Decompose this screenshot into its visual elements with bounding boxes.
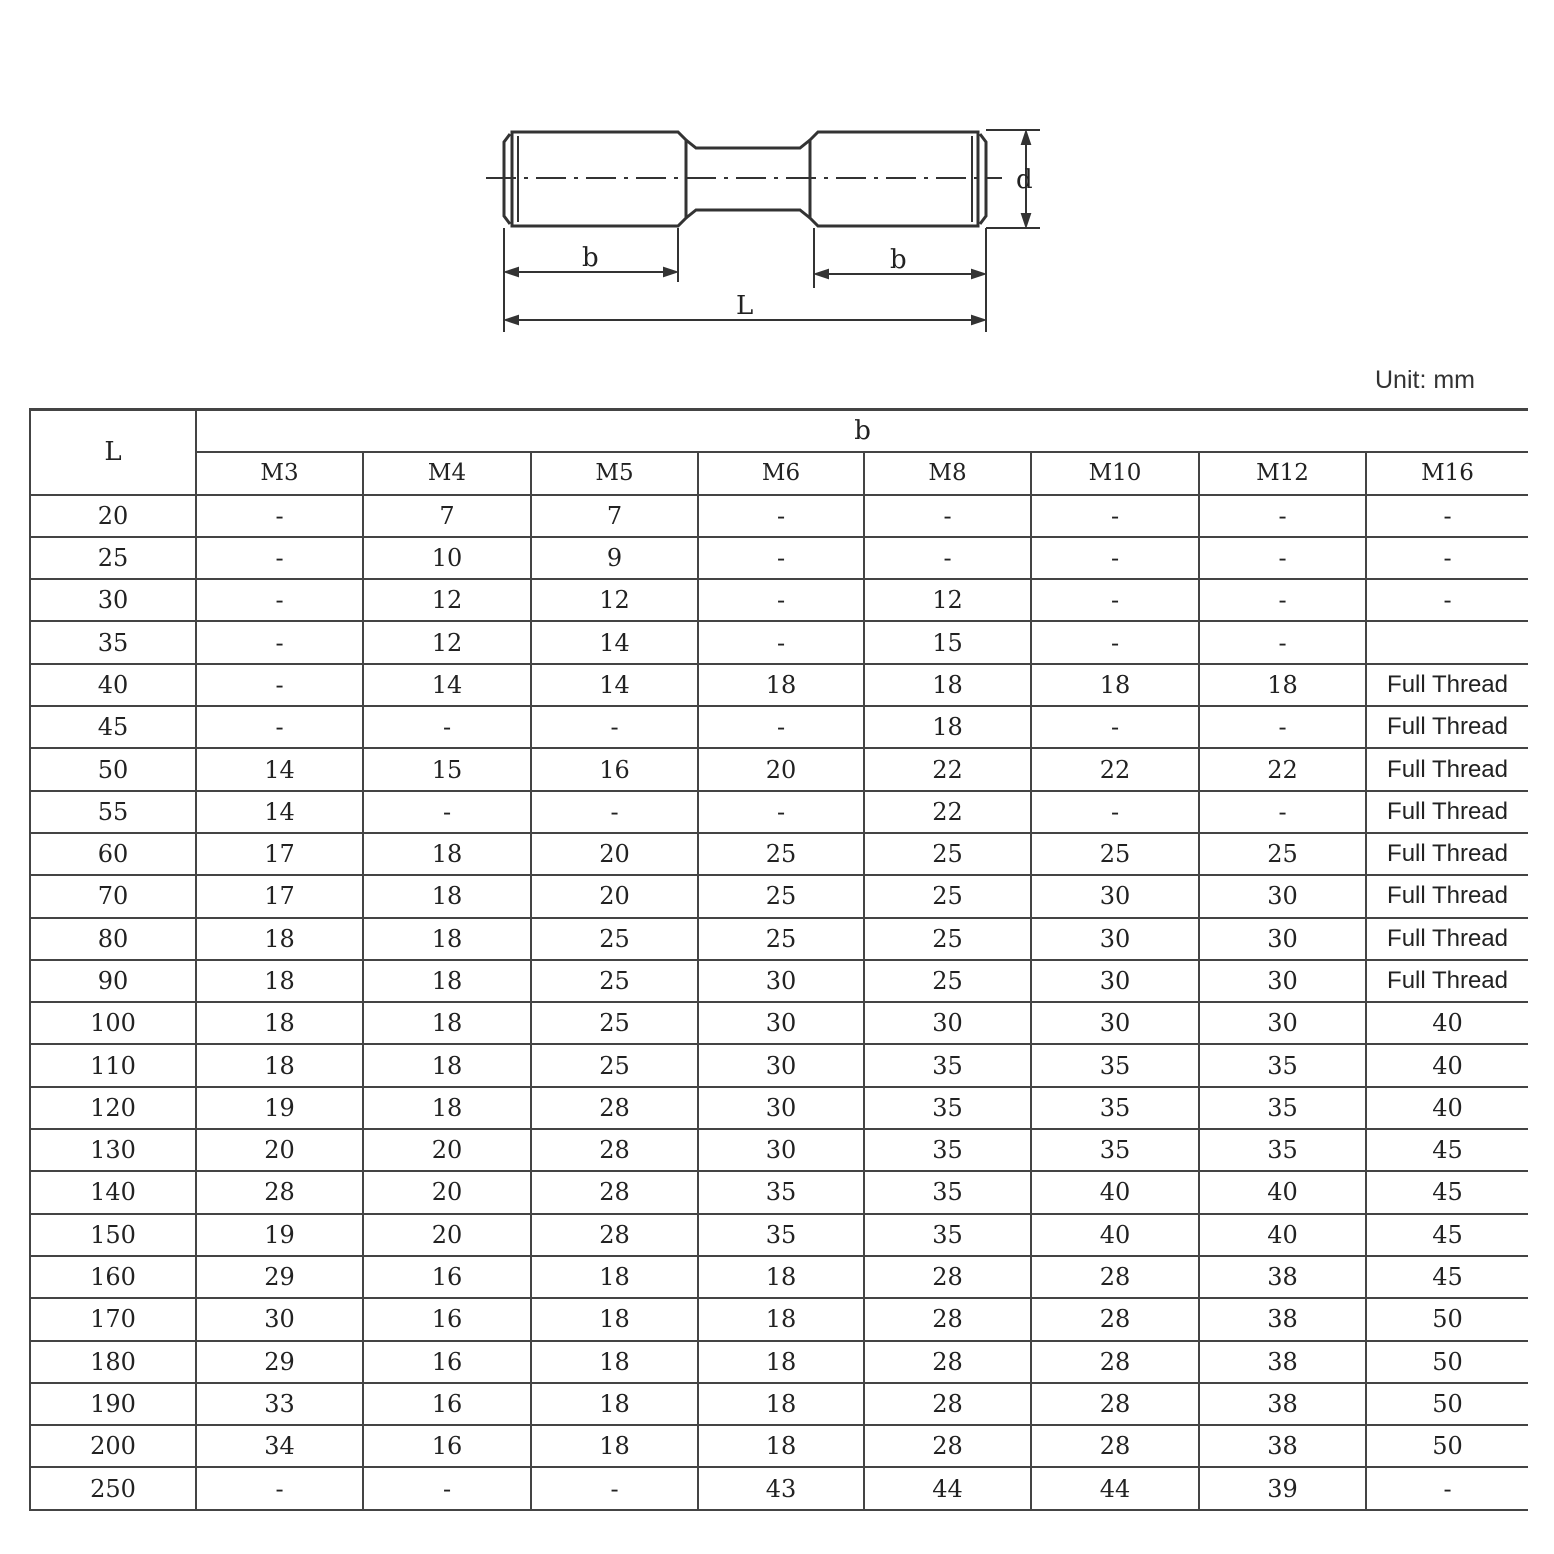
cell-b-m8: 15 bbox=[864, 621, 1031, 663]
cell-b-m12: - bbox=[1199, 706, 1366, 748]
cell-b-m12: - bbox=[1199, 621, 1366, 663]
cell-b-m16: Full Thread bbox=[1366, 833, 1528, 875]
cell-b-m3: 14 bbox=[196, 748, 363, 790]
cell-b-m5: 18 bbox=[531, 1256, 698, 1298]
cell-b-m12: 25 bbox=[1199, 833, 1366, 875]
cell-b-m12: 35 bbox=[1199, 1129, 1366, 1171]
cell-length: 45 bbox=[30, 706, 196, 748]
cell-b-m6: 35 bbox=[698, 1214, 864, 1256]
cell-b-m16: 50 bbox=[1366, 1341, 1528, 1383]
cell-b-m6: 18 bbox=[698, 1383, 864, 1425]
cell-b-m8: 28 bbox=[864, 1383, 1031, 1425]
cell-b-m4: 15 bbox=[363, 748, 531, 790]
header-size-m10: M10 bbox=[1031, 452, 1199, 494]
cell-b-m4: - bbox=[363, 706, 531, 748]
cell-b-m4: - bbox=[363, 791, 531, 833]
cell-b-m8: 22 bbox=[864, 748, 1031, 790]
cell-b-m8: 12 bbox=[864, 579, 1031, 621]
cell-b-m12: 30 bbox=[1199, 960, 1366, 1002]
cell-b-m4: 18 bbox=[363, 1044, 531, 1086]
cell-b-m16: 45 bbox=[1366, 1214, 1528, 1256]
cell-b-m12: 40 bbox=[1199, 1214, 1366, 1256]
cell-b-m16: Full Thread bbox=[1366, 664, 1528, 706]
cell-b-m3: 17 bbox=[196, 875, 363, 917]
cell-b-m16: 50 bbox=[1366, 1425, 1528, 1467]
cell-b-m6: 30 bbox=[698, 1129, 864, 1171]
cell-b-m4: 18 bbox=[363, 960, 531, 1002]
cell-length: 250 bbox=[30, 1467, 196, 1509]
cell-b-m10: - bbox=[1031, 579, 1199, 621]
cell-b-m5: 28 bbox=[531, 1087, 698, 1129]
cell-b-m16: - bbox=[1366, 495, 1528, 537]
cell-b-m10: 18 bbox=[1031, 664, 1199, 706]
cell-b-m6: 25 bbox=[698, 833, 864, 875]
cell-b-m4: 20 bbox=[363, 1171, 531, 1213]
table-row bbox=[30, 1171, 1528, 1213]
cell-b-m10: - bbox=[1031, 495, 1199, 537]
cell-length: 200 bbox=[30, 1425, 196, 1467]
cell-b-m16: 40 bbox=[1366, 1002, 1528, 1044]
cell-length: 130 bbox=[30, 1129, 196, 1171]
table-row bbox=[30, 1087, 1528, 1129]
cell-b-m4: 18 bbox=[363, 1087, 531, 1129]
cell-b-m16 bbox=[1366, 621, 1528, 663]
cell-b-m5: 28 bbox=[531, 1214, 698, 1256]
cell-b-m16: - bbox=[1366, 537, 1528, 579]
cell-length: 180 bbox=[30, 1341, 196, 1383]
cell-b-m5: 18 bbox=[531, 1383, 698, 1425]
cell-b-m12: - bbox=[1199, 791, 1366, 833]
cell-b-m12: 38 bbox=[1199, 1256, 1366, 1298]
table-row bbox=[30, 1044, 1528, 1086]
cell-b-m12: 38 bbox=[1199, 1298, 1366, 1340]
table-row bbox=[30, 495, 1528, 537]
label-b-right: b bbox=[890, 245, 907, 275]
table-row bbox=[30, 621, 1528, 663]
cell-b-m16: 40 bbox=[1366, 1087, 1528, 1129]
cell-b-m6: 35 bbox=[698, 1171, 864, 1213]
cell-b-m3: 18 bbox=[196, 918, 363, 960]
cell-b-m4: 16 bbox=[363, 1298, 531, 1340]
cell-length: 60 bbox=[30, 833, 196, 875]
cell-b-m5: 18 bbox=[531, 1425, 698, 1467]
table-row bbox=[30, 918, 1528, 960]
cell-b-m12: 38 bbox=[1199, 1383, 1366, 1425]
cell-b-m4: 16 bbox=[363, 1341, 531, 1383]
cell-b-m5: - bbox=[531, 706, 698, 748]
table-row bbox=[30, 706, 1528, 748]
cell-b-m12: - bbox=[1199, 579, 1366, 621]
cell-b-m3: 19 bbox=[196, 1214, 363, 1256]
cell-b-m10: 30 bbox=[1031, 875, 1199, 917]
cell-b-m10: 22 bbox=[1031, 748, 1199, 790]
cell-b-m8: - bbox=[864, 495, 1031, 537]
cell-b-m12: 40 bbox=[1199, 1171, 1366, 1213]
cell-b-m4: 20 bbox=[363, 1214, 531, 1256]
cell-b-m16: Full Thread bbox=[1366, 918, 1528, 960]
cell-b-m10: - bbox=[1031, 621, 1199, 663]
cell-length: 55 bbox=[30, 791, 196, 833]
cell-b-m6: 30 bbox=[698, 960, 864, 1002]
cell-b-m8: 35 bbox=[864, 1044, 1031, 1086]
cell-b-m8: 28 bbox=[864, 1298, 1031, 1340]
cell-b-m8: 35 bbox=[864, 1087, 1031, 1129]
cell-b-m4: 18 bbox=[363, 875, 531, 917]
cell-b-m10: 28 bbox=[1031, 1383, 1199, 1425]
cell-b-m10: 28 bbox=[1031, 1341, 1199, 1383]
cell-length: 170 bbox=[30, 1298, 196, 1340]
header-b: b bbox=[196, 410, 1528, 453]
cell-b-m3: 14 bbox=[196, 791, 363, 833]
cell-b-m6: 25 bbox=[698, 875, 864, 917]
header-size-m4: M4 bbox=[363, 452, 531, 494]
cell-b-m4: 18 bbox=[363, 833, 531, 875]
cell-length: 110 bbox=[30, 1044, 196, 1086]
table-row bbox=[30, 579, 1528, 621]
cell-b-m3: - bbox=[196, 495, 363, 537]
cell-length: 40 bbox=[30, 664, 196, 706]
header-size-m5: M5 bbox=[531, 452, 698, 494]
cell-b-m10: 35 bbox=[1031, 1044, 1199, 1086]
cell-b-m16: Full Thread bbox=[1366, 875, 1528, 917]
cell-b-m6: - bbox=[698, 706, 864, 748]
cell-b-m6: 18 bbox=[698, 1341, 864, 1383]
cell-b-m6: - bbox=[698, 495, 864, 537]
stud-bolt-diagram bbox=[470, 110, 1070, 350]
cell-b-m3: 34 bbox=[196, 1425, 363, 1467]
cell-b-m4: 7 bbox=[363, 495, 531, 537]
table-row bbox=[30, 791, 1528, 833]
cell-b-m3: 29 bbox=[196, 1341, 363, 1383]
cell-b-m8: 35 bbox=[864, 1129, 1031, 1171]
cell-b-m8: 35 bbox=[864, 1214, 1031, 1256]
cell-b-m6: - bbox=[698, 537, 864, 579]
cell-length: 190 bbox=[30, 1383, 196, 1425]
cell-b-m10: - bbox=[1031, 706, 1199, 748]
table-body bbox=[30, 495, 1528, 1510]
cell-b-m10: 30 bbox=[1031, 1002, 1199, 1044]
cell-b-m3: 17 bbox=[196, 833, 363, 875]
cell-b-m16: 45 bbox=[1366, 1129, 1528, 1171]
cell-b-m10: 40 bbox=[1031, 1171, 1199, 1213]
cell-b-m10: 28 bbox=[1031, 1425, 1199, 1467]
cell-b-m5: 12 bbox=[531, 579, 698, 621]
label-L: L bbox=[736, 291, 754, 321]
cell-b-m3: - bbox=[196, 537, 363, 579]
cell-b-m10: 30 bbox=[1031, 918, 1199, 960]
cell-b-m3: 18 bbox=[196, 1002, 363, 1044]
cell-b-m3: 19 bbox=[196, 1087, 363, 1129]
cell-b-m6: 18 bbox=[698, 1298, 864, 1340]
cell-b-m4: 12 bbox=[363, 621, 531, 663]
cell-b-m16: 50 bbox=[1366, 1298, 1528, 1340]
cell-b-m5: 20 bbox=[531, 875, 698, 917]
cell-b-m6: 30 bbox=[698, 1002, 864, 1044]
cell-b-m12: 35 bbox=[1199, 1044, 1366, 1086]
cell-b-m10: 35 bbox=[1031, 1087, 1199, 1129]
cell-b-m4: - bbox=[363, 1467, 531, 1509]
cell-b-m6: - bbox=[698, 579, 864, 621]
table-row bbox=[30, 1383, 1528, 1425]
cell-b-m4: 16 bbox=[363, 1425, 531, 1467]
cell-b-m5: 7 bbox=[531, 495, 698, 537]
cell-b-m5: - bbox=[531, 791, 698, 833]
cell-b-m6: - bbox=[698, 621, 864, 663]
cell-b-m8: 25 bbox=[864, 918, 1031, 960]
cell-b-m8: 28 bbox=[864, 1256, 1031, 1298]
cell-b-m16: 50 bbox=[1366, 1383, 1528, 1425]
cell-b-m8: 18 bbox=[864, 664, 1031, 706]
cell-b-m16: Full Thread bbox=[1366, 791, 1528, 833]
label-d: d bbox=[1016, 165, 1033, 195]
cell-b-m5: 28 bbox=[531, 1129, 698, 1171]
cell-b-m12: 30 bbox=[1199, 918, 1366, 960]
table-row bbox=[30, 1298, 1528, 1340]
cell-b-m16: Full Thread bbox=[1366, 960, 1528, 1002]
cell-b-m4: 18 bbox=[363, 1002, 531, 1044]
cell-b-m12: 38 bbox=[1199, 1341, 1366, 1383]
cell-b-m6: - bbox=[698, 791, 864, 833]
header-size-m8: M8 bbox=[864, 452, 1031, 494]
cell-b-m16: Full Thread bbox=[1366, 706, 1528, 748]
cell-b-m16: - bbox=[1366, 579, 1528, 621]
table-row bbox=[30, 664, 1528, 706]
cell-b-m8: 28 bbox=[864, 1425, 1031, 1467]
cell-b-m8: 18 bbox=[864, 706, 1031, 748]
stud-spec-table bbox=[29, 408, 1528, 1511]
cell-b-m6: 30 bbox=[698, 1087, 864, 1129]
cell-b-m3: 20 bbox=[196, 1129, 363, 1171]
cell-b-m5: 20 bbox=[531, 833, 698, 875]
cell-b-m10: 25 bbox=[1031, 833, 1199, 875]
cell-b-m12: - bbox=[1199, 537, 1366, 579]
cell-b-m5: 14 bbox=[531, 664, 698, 706]
cell-length: 80 bbox=[30, 918, 196, 960]
table-row bbox=[30, 1341, 1528, 1383]
cell-b-m6: 25 bbox=[698, 918, 864, 960]
cell-length: 90 bbox=[30, 960, 196, 1002]
cell-b-m4: 16 bbox=[363, 1383, 531, 1425]
header-size-m12: M12 bbox=[1199, 452, 1366, 494]
cell-b-m6: 18 bbox=[698, 1425, 864, 1467]
table-row bbox=[30, 960, 1528, 1002]
cell-b-m10: 40 bbox=[1031, 1214, 1199, 1256]
cell-b-m5: 25 bbox=[531, 1044, 698, 1086]
cell-b-m3: 33 bbox=[196, 1383, 363, 1425]
table-row bbox=[30, 537, 1528, 579]
cell-b-m12: 18 bbox=[1199, 664, 1366, 706]
cell-b-m4: 10 bbox=[363, 537, 531, 579]
cell-b-m8: 22 bbox=[864, 791, 1031, 833]
cell-b-m16: Full Thread bbox=[1366, 748, 1528, 790]
cell-b-m3: - bbox=[196, 664, 363, 706]
cell-b-m16: - bbox=[1366, 1467, 1528, 1509]
cell-b-m12: - bbox=[1199, 495, 1366, 537]
cell-b-m16: 45 bbox=[1366, 1171, 1528, 1213]
header-size-m16: M16 bbox=[1366, 452, 1528, 494]
cell-length: 35 bbox=[30, 621, 196, 663]
table-row bbox=[30, 875, 1528, 917]
cell-b-m12: 38 bbox=[1199, 1425, 1366, 1467]
cell-b-m5: 9 bbox=[531, 537, 698, 579]
table-row bbox=[30, 1425, 1528, 1467]
cell-b-m12: 22 bbox=[1199, 748, 1366, 790]
cell-b-m4: 12 bbox=[363, 579, 531, 621]
table-row bbox=[30, 1129, 1528, 1171]
cell-b-m3: - bbox=[196, 1467, 363, 1509]
cell-b-m8: 28 bbox=[864, 1341, 1031, 1383]
cell-b-m5: 25 bbox=[531, 960, 698, 1002]
cell-b-m5: 16 bbox=[531, 748, 698, 790]
cell-b-m5: 14 bbox=[531, 621, 698, 663]
cell-b-m4: 16 bbox=[363, 1256, 531, 1298]
cell-b-m3: - bbox=[196, 706, 363, 748]
cell-b-m8: 30 bbox=[864, 1002, 1031, 1044]
cell-length: 160 bbox=[30, 1256, 196, 1298]
cell-b-m8: 25 bbox=[864, 960, 1031, 1002]
cell-b-m5: 28 bbox=[531, 1171, 698, 1213]
cell-b-m5: 25 bbox=[531, 1002, 698, 1044]
cell-length: 20 bbox=[30, 495, 196, 537]
cell-b-m10: 44 bbox=[1031, 1467, 1199, 1509]
table-row bbox=[30, 1256, 1528, 1298]
cell-b-m8: 25 bbox=[864, 833, 1031, 875]
cell-b-m8: 25 bbox=[864, 875, 1031, 917]
cell-b-m3: 28 bbox=[196, 1171, 363, 1213]
cell-b-m5: 18 bbox=[531, 1341, 698, 1383]
cell-b-m16: 45 bbox=[1366, 1256, 1528, 1298]
cell-b-m10: 30 bbox=[1031, 960, 1199, 1002]
cell-b-m10: - bbox=[1031, 537, 1199, 579]
cell-b-m3: 18 bbox=[196, 960, 363, 1002]
cell-length: 50 bbox=[30, 748, 196, 790]
table-row bbox=[30, 748, 1528, 790]
cell-b-m8: - bbox=[864, 537, 1031, 579]
cell-b-m8: 44 bbox=[864, 1467, 1031, 1509]
cell-b-m3: 18 bbox=[196, 1044, 363, 1086]
cell-length: 150 bbox=[30, 1214, 196, 1256]
header-size-m6: M6 bbox=[698, 452, 864, 494]
cell-b-m10: 28 bbox=[1031, 1256, 1199, 1298]
cell-b-m6: 43 bbox=[698, 1467, 864, 1509]
cell-b-m6: 18 bbox=[698, 664, 864, 706]
cell-b-m4: 18 bbox=[363, 918, 531, 960]
table-row bbox=[30, 1467, 1528, 1509]
cell-length: 30 bbox=[30, 579, 196, 621]
cell-length: 140 bbox=[30, 1171, 196, 1213]
cell-b-m3: - bbox=[196, 579, 363, 621]
cell-b-m12: 30 bbox=[1199, 1002, 1366, 1044]
cell-length: 70 bbox=[30, 875, 196, 917]
cell-b-m3: 30 bbox=[196, 1298, 363, 1340]
cell-b-m10: - bbox=[1031, 791, 1199, 833]
header-size-m3: M3 bbox=[196, 452, 363, 494]
header-L: L bbox=[30, 410, 196, 495]
size-header-row bbox=[30, 452, 1528, 494]
cell-length: 25 bbox=[30, 537, 196, 579]
cell-b-m5: - bbox=[531, 1467, 698, 1509]
cell-b-m4: 14 bbox=[363, 664, 531, 706]
cell-b-m16: 40 bbox=[1366, 1044, 1528, 1086]
unit-label: Unit: mm bbox=[1375, 366, 1475, 394]
cell-b-m4: 20 bbox=[363, 1129, 531, 1171]
cell-length: 100 bbox=[30, 1002, 196, 1044]
label-b-left: b bbox=[582, 243, 599, 273]
cell-b-m8: 35 bbox=[864, 1171, 1031, 1213]
table-row bbox=[30, 833, 1528, 875]
cell-b-m10: 28 bbox=[1031, 1298, 1199, 1340]
cell-b-m12: 30 bbox=[1199, 875, 1366, 917]
table-row bbox=[30, 1002, 1528, 1044]
cell-b-m5: 25 bbox=[531, 918, 698, 960]
cell-b-m12: 39 bbox=[1199, 1467, 1366, 1509]
cell-length: 120 bbox=[30, 1087, 196, 1129]
cell-b-m10: 35 bbox=[1031, 1129, 1199, 1171]
cell-b-m12: 35 bbox=[1199, 1087, 1366, 1129]
cell-b-m3: - bbox=[196, 621, 363, 663]
cell-b-m5: 18 bbox=[531, 1298, 698, 1340]
cell-b-m6: 30 bbox=[698, 1044, 864, 1086]
cell-b-m6: 20 bbox=[698, 748, 864, 790]
cell-b-m3: 29 bbox=[196, 1256, 363, 1298]
cell-b-m6: 18 bbox=[698, 1256, 864, 1298]
table-row bbox=[30, 1214, 1528, 1256]
